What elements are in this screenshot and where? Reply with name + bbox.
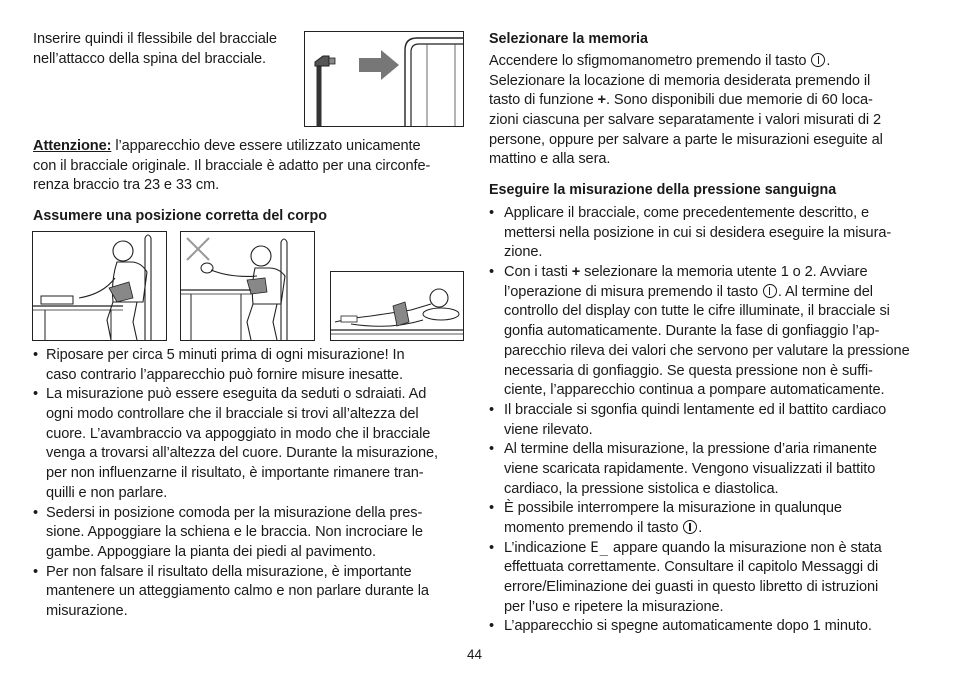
incorrect-posture-illustration [180, 231, 315, 341]
text-line: controllo del display con tutte le cifre illuminate, il bracciale si [504, 303, 890, 320]
bullet: • [489, 401, 495, 418]
text-span: selezionare la memoria utente 1 o 2. Avviare [580, 264, 868, 281]
bullet: • [33, 563, 39, 580]
plus-icon: + [571, 264, 581, 281]
text-line: Riposare per circa 5 minuti prima di ogni misurazione! In [46, 347, 405, 363]
text-span: . Sono disponibili due memorie di 60 loca- [605, 92, 873, 109]
text-line: renza braccio tra 23 e 33 cm. [33, 177, 220, 194]
text-span: L’indicazione [504, 539, 591, 556]
seated-posture-illustration [32, 231, 167, 341]
text-span: . [698, 520, 703, 536]
text-span: . Al termine del [777, 283, 873, 300]
text-span: appare quando la misurazione non è stata [609, 539, 882, 556]
text-span: . [826, 53, 831, 69]
page-number: 44 [467, 647, 483, 662]
list-item [33, 563, 463, 622]
list-item [489, 617, 929, 637]
cuff-connector-illustration [304, 31, 464, 127]
text-span: tasto di funzione [489, 92, 598, 109]
text-line: Applicare il bracciale, come precedentemente descritto, e [504, 205, 870, 221]
text-span: Accendere lo sfigmomanometro premendo il tasto [489, 53, 811, 69]
list-item [33, 504, 463, 563]
measurement-heading: Eseguire la misurazione della pressione sanguigna [489, 182, 837, 198]
list-item [489, 440, 929, 499]
text-line: cuore. L’avambraccio va appoggiato in modo che il bracciale [46, 425, 431, 442]
intro-paragraph [33, 30, 277, 69]
posture-bullet-list [33, 346, 463, 622]
text-span: momento premendo il tasto [504, 520, 683, 536]
text-line: gambe. Appoggiare la pianta dei piedi al pavimento. [46, 543, 376, 560]
text-span: l’operazione di misura premendo il tasto [504, 283, 762, 300]
list-item [489, 263, 929, 401]
power-icon [811, 53, 825, 67]
text-line: ciente, l’apparecchio continua a pompare automaticamente. [504, 382, 885, 399]
text-line: caso contrario l’apparecchio può fornire misure inesatte. [46, 366, 403, 383]
text-line: necessaria di gonfiaggio. Se questa pressione non è suffi- [504, 362, 873, 379]
lying-posture-illustration [330, 271, 464, 341]
bullet: • [489, 441, 495, 458]
warning-paragraph [33, 137, 430, 196]
bullet: • [489, 264, 495, 281]
warning-label: Attenzione: [33, 138, 112, 154]
bullet: • [33, 386, 39, 403]
text-line: con il bracciale originale. Il bracciale è adatto per una circonfe- [33, 157, 431, 174]
bullet: • [33, 347, 39, 363]
text-line: nell’attacco della spina del bracciale. [33, 50, 266, 67]
text-span: l’apparecchio deve essere utilizzato unicamente [111, 138, 421, 154]
text-line: viene scaricata rapidamente. Vengono visualizzati il battito [504, 460, 876, 477]
bullet: • [489, 500, 495, 517]
text-line: quilli e non parlare. [46, 484, 168, 501]
text-line: Il bracciale si sgonfia quindi lentamente ed il battito cardiaco [504, 401, 887, 418]
text-line: Inserire quindi il flessibile del bracciale [33, 31, 277, 47]
measurement-bullet-list [489, 204, 929, 637]
text-line: sione. Appoggiare la schiena e le braccia. Non incrociare le [46, 524, 423, 541]
text-line: zione. [504, 244, 543, 261]
bullet: • [489, 205, 495, 221]
text-span: Con i tasti [504, 264, 572, 281]
posture-heading: Assumere una posizione corretta del corpo [33, 208, 327, 224]
text-line: La misurazione può essere eseguita da seduti o sdraiati. Ad [46, 386, 427, 403]
text-line: parecchio rileva dei valori che servono per valutare la pressione [504, 342, 910, 359]
memory-paragraph [489, 52, 883, 170]
power-icon [763, 284, 777, 298]
text-line: gonfia automaticamente. Durante la fase di gonfiaggio l’ap- [504, 323, 880, 340]
text-line: effettuata correttamente. Consultare il capitolo Messaggi di [504, 559, 879, 576]
error-symbol: E_ [590, 539, 610, 556]
text-line: misurazione. [46, 602, 128, 619]
text-line: Sedersi in posizione comoda per la misurazione della pres- [46, 504, 423, 521]
power-icon [683, 520, 697, 534]
text-line: L’apparecchio si spegne automaticamente dopo 1 minuto. [504, 618, 872, 635]
text-line: zioni ciascuna per salvare separatamente i valori misurati di 2 [489, 112, 881, 129]
list-item [489, 401, 929, 440]
list-item [489, 204, 929, 263]
text-line: mettersi nella posizione in cui si desidera eseguire la misura- [504, 224, 892, 241]
text-line: venga a trovarsi all’altezza del cuore. Durante la misurazione, [46, 445, 438, 462]
text-line: Per non falsare il risultato della misurazione, è importante [46, 563, 412, 580]
text-line: per non influenzarne il risultato, è importante rimanere tran- [46, 465, 424, 482]
memory-heading: Selezionare la memoria [489, 31, 648, 47]
text-line: ogni modo controllare che il bracciale si trovi all’altezza del [46, 406, 419, 423]
text-line: Selezionare la locazione di memoria desiderata premendo il [489, 72, 871, 89]
text-line: mantenere un atteggiamento calmo e non parlare durante la [46, 583, 429, 600]
text-line: viene rilevato. [504, 421, 593, 438]
text-line: per l’uso e ripetere la misurazione. [504, 598, 724, 615]
text-line: mattino e alla sera. [489, 151, 611, 168]
text-line: È possibile interrompere la misurazione in qualunque [504, 500, 842, 517]
bullet: • [489, 618, 495, 635]
list-item [489, 499, 929, 538]
list-item [33, 346, 463, 385]
text-line: errore/Eliminazione dei guasti in questo libretto di istruzioni [504, 579, 879, 596]
bullet: • [33, 504, 39, 521]
list-item [33, 385, 463, 503]
list-item [489, 539, 929, 618]
bullet: • [489, 539, 495, 556]
plus-icon: + [597, 92, 606, 109]
text-line: persone, oppure per salvare a parte le misurazioni eseguite al [489, 131, 883, 148]
text-line: Al termine della misurazione, la pressione d’aria rimanente [504, 441, 877, 458]
text-line: cardiaco, la pressione sistolica e diastolica. [504, 480, 779, 497]
